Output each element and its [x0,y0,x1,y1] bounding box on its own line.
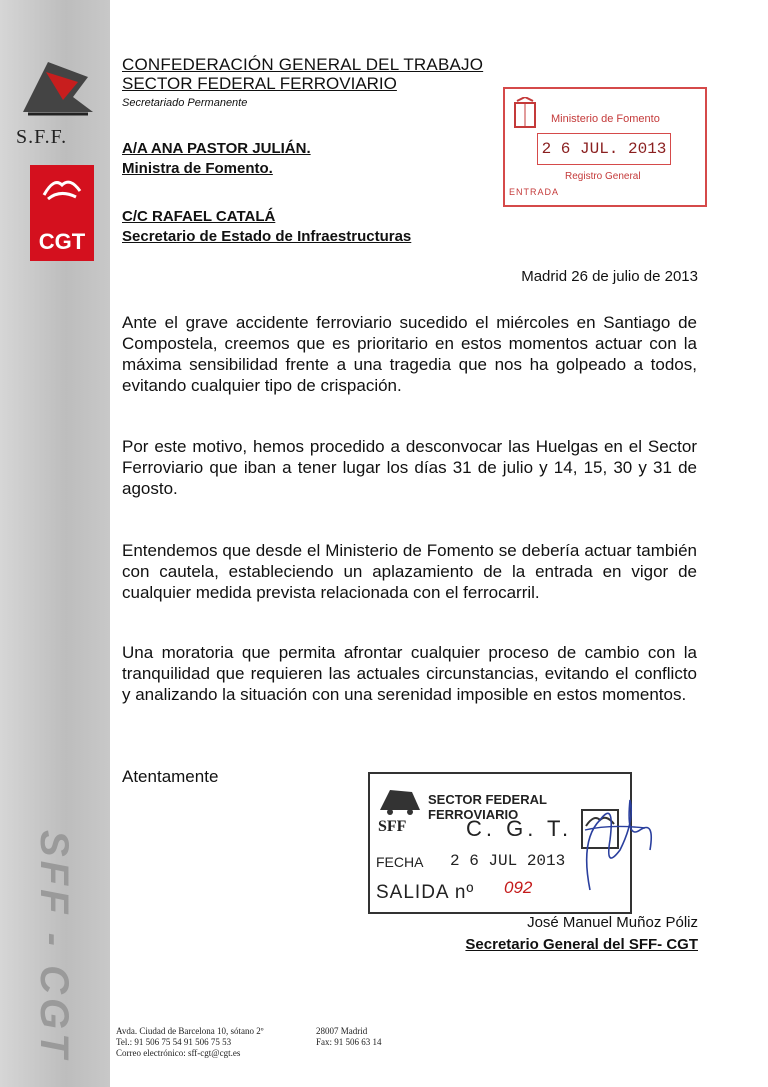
hands-icon [40,171,84,207]
sff-abbreviation: S.F.F. [16,126,68,148]
ministry-title: Ministerio de Fomento [551,113,660,125]
stamp-sector-header: SECTOR FEDERAL FERROVIARIO [428,792,547,822]
signer-title: Secretario General del SFF- CGT [465,936,698,953]
signer-name: José Manuel Muñoz Póliz [527,914,698,931]
sector-name: SECTOR FEDERAL FERROVIARIO [122,74,397,93]
ministry-registry-stamp [503,87,707,207]
vertical-sff-cgt: SFF - CGT [32,830,76,1062]
secretariat: Secretariado Permanente [122,97,248,109]
signature-icon [560,780,660,900]
cgt-logo [30,165,94,261]
footer-postal [316,1026,382,1048]
footer-address [116,1026,264,1059]
footer-line-3: Correo electrónico: sff-cgt@cgt.es [116,1048,241,1058]
coat-of-arms-icon [511,97,539,131]
registry-label: Registro General [565,171,641,182]
cgt-abbreviation: CGT [38,229,86,254]
paragraph-1: Ante el grave accidente ferroviario sucedido el miércoles en Santiago de Compostela, creemos que es prioritario en estos momentos actuar con la máxima sensibilidad frente a una tragedia que nos ha golpeado a todos, evitando cualquier tipo de crispación. [122,313,697,395]
footer-line-1: Avda. Ciudad de Barcelona 10, sótano 2º [116,1026,264,1036]
footer-line-2: Tel.: 91 506 75 54 91 506 75 53 [116,1037,232,1047]
sidebar-band [0,0,110,1087]
stamp-sff: SFF [378,818,407,835]
stamp-salida-label: SALIDA nº [376,882,475,903]
org-name: CONFEDERACIÓN GENERAL DEL TRABAJO [122,55,484,74]
footer-postal-code: 28007 Madrid [316,1026,368,1036]
stamp-salida-number: 092 [504,878,533,897]
stamp-fecha-value: 2 6 JUL 2013 [450,852,566,870]
stamp-cgt: C. G. T. [466,816,573,841]
entry-label: ENTRADA [509,187,560,197]
paragraph-3: Entendemos que desde el Ministerio de Fomento se debería actuar también con cautela, estableciendo un aplazamiento de la entrada en vigor de cualquier medida prevista relacionada con el ferrocarril. [122,541,697,602]
paragraph-4: Una moratoria que permita afrontar cualquier proceso de cambio con la tranquilidad que requieren las actuales circunstancias, evitando el conflicto y analizando la situación con una serenidad imposible en estos momentos. [122,643,697,704]
train-icon [378,784,422,816]
recipient-name: A/A ANA PASTOR JULIÁN. [122,140,311,157]
sff-logo-icon [18,52,98,132]
footer-fax: Fax: 91 506 63 14 [316,1037,382,1047]
closing: Atentamente [122,767,219,786]
cc-role: Secretario de Estado de Infraestructuras [122,228,412,245]
paragraph-2: Por este motivo, hemos procedido a desconvocar las Huelgas en el Sector Ferroviario que iban a tener lugar los días 31 de julio y 14, 15, 30 y 31 de agosto. [122,437,697,498]
letter-date: Madrid 26 de julio de 2013 [521,268,698,285]
stamp-fecha-label: FECHA [376,854,424,870]
recipient-role: Ministra de Fomento. [122,160,273,177]
ministry-stamp-date: 2 6 JUL. 2013 [537,133,671,165]
cc-name: C/C RAFAEL CATALÁ [122,208,276,225]
